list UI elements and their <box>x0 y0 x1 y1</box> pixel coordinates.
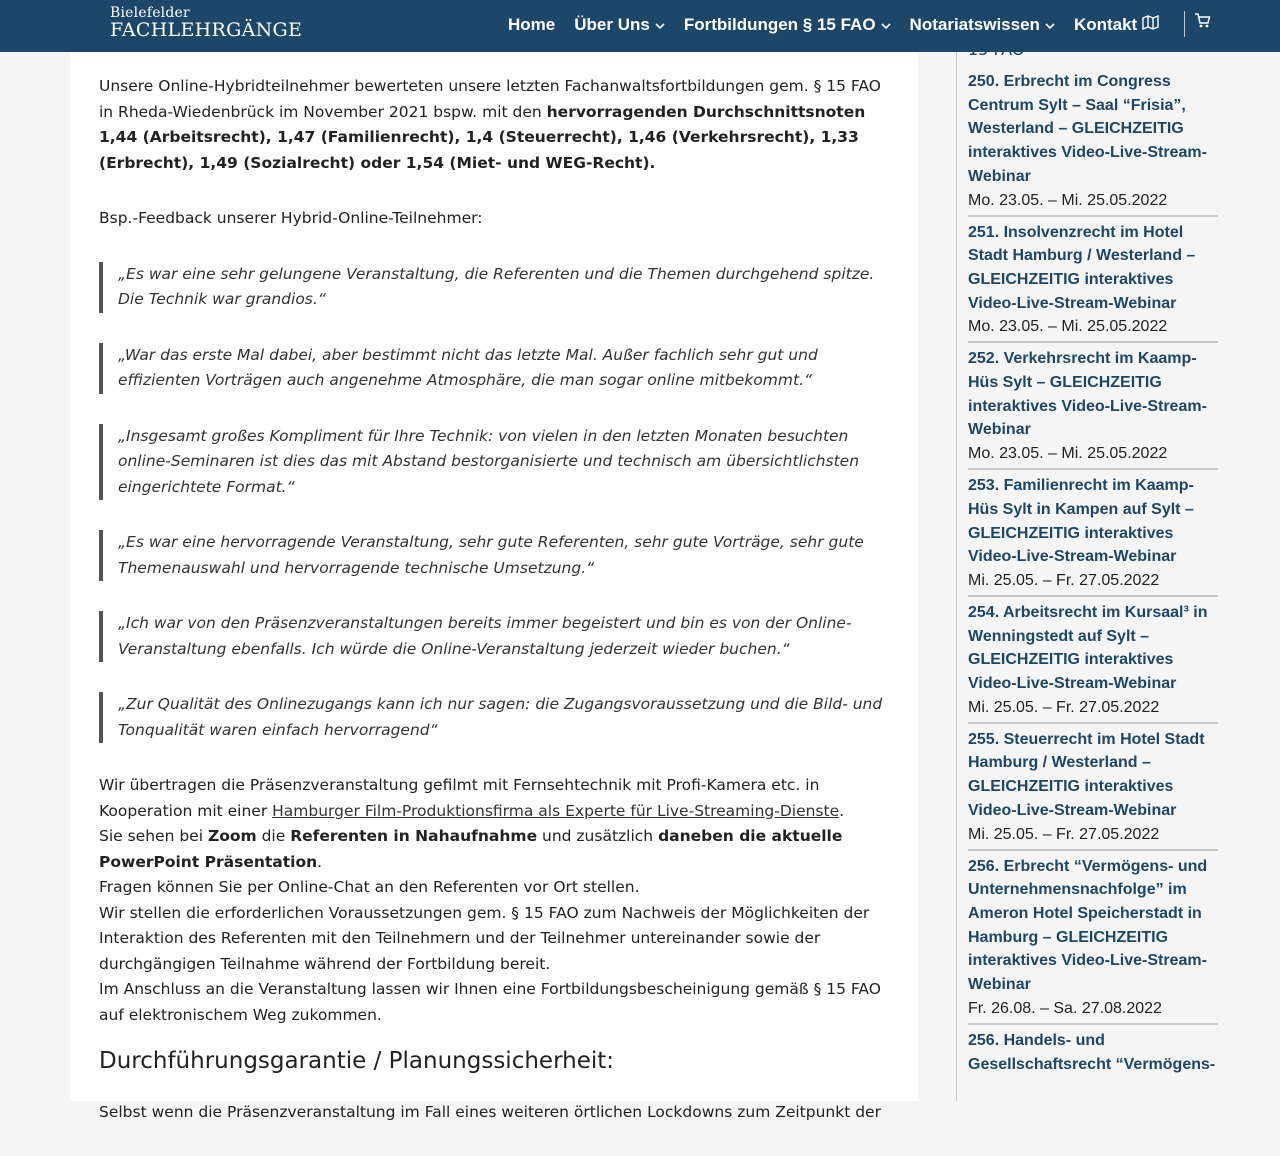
course-item[interactable] <box>968 474 1218 597</box>
course-date: Mi. 25.05. – Fr. 27.05.2022 <box>968 825 1160 843</box>
zoom-text: und zusätzlich <box>537 827 659 845</box>
course-title[interactable]: 250. Erbrecht im Congress Centrum Sylt – Saal “Frisia”, Westerland – GLEICHZEITIG interaktives Video-Live-Stream-Webinar <box>968 73 1207 185</box>
streaming-paragraph <box>99 773 899 1028</box>
chat-text: Fragen können Sie per Online-Chat an den Referenten vor Ort stellen. <box>99 878 640 896</box>
main-content <box>70 52 918 1121</box>
zoom-text: Sie sehen bei <box>99 827 208 845</box>
course-title[interactable]: 256. Handels- und Gesellschaftsrecht “Vermögens- <box>968 1031 1216 1073</box>
course-item[interactable] <box>968 70 1218 217</box>
testimonial-quote: „Es war eine sehr gelungene Veranstaltung, die Referenten und die Themen durchgehend spitze. Die Technik war grandios.“ <box>99 262 899 313</box>
course-item[interactable] <box>968 855 1218 1025</box>
nav-item-fortbildungen[interactable] <box>684 15 891 35</box>
course-date: Mi. 25.05. – Fr. 27.05.2022 <box>968 698 1160 716</box>
course-date: Mo. 23.05. – Mi. 25.05.2022 <box>968 445 1168 463</box>
requirements-text: Wir stellen die erforderlichen Voraussetzungen gem. § 15 FAO zum Nachweis der Möglichkeiten der Interaktion des Referenten mit den Teilnehmern und der Teilnehmer untereinander sowie der durchgängigen Teilnahme während der Fortbildung bereit. <box>99 903 870 973</box>
nav-item-home[interactable] <box>508 15 555 35</box>
zoom-bold: Zoom <box>207 827 257 845</box>
course-item[interactable] <box>968 728 1218 851</box>
chevron-down-icon <box>655 15 665 35</box>
guarantee-paragraph: Selbst wenn die Präsenzveranstaltung im Fall eines weiteren örtlichen Lockdowns zum Zeitpunkt der <box>99 1103 881 1121</box>
site-logo[interactable] <box>110 6 302 40</box>
intro-grades: hervorragenden Durchschnittsnoten 1,44 (Arbeitsrecht), 1,47 (Familienrecht), 1,4 (Steuerrecht), 1,46 (Verkehrsrecht), 1,33 (Erbrecht), 1,49 (Sozialrecht) oder 1,54 (Miet- und WEG-Recht). <box>99 102 866 172</box>
map-icon <box>1142 15 1159 35</box>
course-title[interactable]: 253. Familienrecht im Kaamp-Hüs Sylt in Kampen auf Sylt – GLEICHZEITIG interaktives Video-Live-Stream-Webinar <box>968 477 1194 566</box>
speakers-bold: Referenten in Nahaufnahme <box>290 827 538 845</box>
feedback-intro: Bsp.-Feedback unserer Hybrid-Online-Teilnehmer: <box>99 209 483 227</box>
chevron-down-icon <box>1045 15 1055 35</box>
powerpoint-bold: daneben die aktuelle PowerPoint Präsentation <box>99 827 843 871</box>
intro-paragraph <box>99 74 899 176</box>
testimonial-quote: „Es war eine hervorragende Veranstaltung, sehr gute Referenten, sehr gute Vorträge, sehr gute Themenauswahl und hervorragende technische Umsetzung.“ <box>99 530 899 581</box>
certificate-text: Im Anschluss an die Veranstaltung lassen wir Ihnen eine Fortbildungsbescheinigung gemäß § 15 FAO auf elektronischem Weg zukommen. <box>99 980 881 1024</box>
logo-small-text: Bielefelder <box>110 5 190 21</box>
zoom-text: . <box>317 852 323 871</box>
main-navigation <box>508 0 1178 50</box>
nav-divider <box>1184 11 1185 37</box>
course-title[interactable]: 254. Arbeitsrecht im Kursaal³ in Wenningstedt auf Sylt – GLEICHZEITIG interaktives Video-Live-Stream-Webinar <box>968 603 1208 693</box>
site-header <box>0 0 1280 52</box>
testimonial-quote: „Ich war von den Präsenzveranstaltungen bereits immer begeistert und bin es von der Online- Veranstaltung ebenfalls. Ich würde die Online-Veranstaltung jederzeit wieder buchen.“ <box>99 611 899 662</box>
sidebar-course-list <box>956 52 1218 1101</box>
nav-item-notariatswissen[interactable] <box>910 15 1055 35</box>
intro-text: Unsere Online-Hybridteilnehmer bewerteten unsere letzten Fachanwaltsfortbildungen gem. § 15 FAO in Rheda-Wiedenbrück im November 2021 bspw. mit den <box>99 77 881 121</box>
testimonial-quote: „Insgesamt großes Kompliment für Ihre Technik: von vielen in den letzten Monaten besuchten online-Seminaren ist dies das mit Abstand bestorganisierte und technisch am übersichtlichsten eingerichtete Format.“ <box>99 424 899 501</box>
streaming-text: Wir übertragen die Präsenzveranstaltung gefilmt mit Fernsehtechnik mit Profi-Kamera etc. in Kooperation mit einer <box>99 776 820 820</box>
course-title[interactable]: 256. Erbrecht “Vermögens- und Unternehmensnachfolge” im Ameron Hotel Speicherstadt in Hamburg – GLEICHZEITIG interaktives Video-Live-Stream-Webinar <box>968 857 1208 994</box>
logo-big-text: FACHLEHRGÄNGE <box>110 19 303 41</box>
course-item[interactable] <box>968 347 1218 470</box>
section-heading: Durchführungsgarantie / Planungssicherheit: <box>99 1048 615 1074</box>
course-item[interactable] <box>968 601 1218 724</box>
nav-item-label: Home <box>508 15 556 34</box>
course-date: Mo. 23.05. – Mi. 25.05.2022 <box>968 318 1168 336</box>
nav-item-label: Kontakt <box>1073 15 1138 34</box>
nav-item-label: Über Uns <box>574 15 650 34</box>
nav-item-kontakt[interactable] <box>1074 15 1159 35</box>
course-item[interactable] <box>968 221 1218 344</box>
streaming-text-end: . <box>839 801 845 820</box>
chevron-down-icon <box>881 15 891 35</box>
nav-item-label: Notariatswissen <box>909 15 1040 34</box>
course-date: Mo. 23.05. – Mi. 25.05.2022 <box>968 191 1168 209</box>
nav-item-label: Fortbildungen § 15 FAO <box>683 15 876 34</box>
nav-item-ueber-uns[interactable] <box>574 15 665 35</box>
zoom-text: die <box>256 827 291 845</box>
course-item[interactable] <box>968 1029 1218 1078</box>
testimonial-quote: „War das erste Mal dabei, aber bestimmt nicht das letzte Mal. Außer fachlich sehr gut und effizienten Vorträgen auch angenehme Atmosphäre, die man sogar online mitbekommt.“ <box>99 343 899 394</box>
course-date: Mi. 25.05. – Fr. 27.05.2022 <box>968 571 1160 589</box>
course-title[interactable]: 251. Insolvenzrecht im Hotel Stadt Hamburg / Westerland – GLEICHZEITIG interaktives Video-Live-Stream-Webinar <box>968 223 1196 312</box>
testimonial-quote: „Zur Qualität des Onlinezugangs kann ich nur sagen: die Zugangsvoraussetzung und die Bild- und Tonqualität waren einfach hervorragend“ <box>99 692 899 743</box>
course-date: Fr. 26.08. – Sa. 27.08.2022 <box>968 999 1162 1017</box>
film-production-link[interactable]: Hamburger Film-Produktionsfirma als Experte für Live-Streaming-Dienste <box>272 801 840 820</box>
cart-icon[interactable] <box>1194 12 1211 33</box>
course-title[interactable]: 255. Steuerrecht im Hotel Stadt Hamburg / Westerland – GLEICHZEITIG interaktives Video-Live-Stream-Webinar <box>968 730 1205 819</box>
course-title[interactable]: 252. Verkehrsrecht im Kaamp-Hüs Sylt – GLEICHZEITIG interaktives Video-Live-Stream-Webinar <box>968 350 1207 439</box>
